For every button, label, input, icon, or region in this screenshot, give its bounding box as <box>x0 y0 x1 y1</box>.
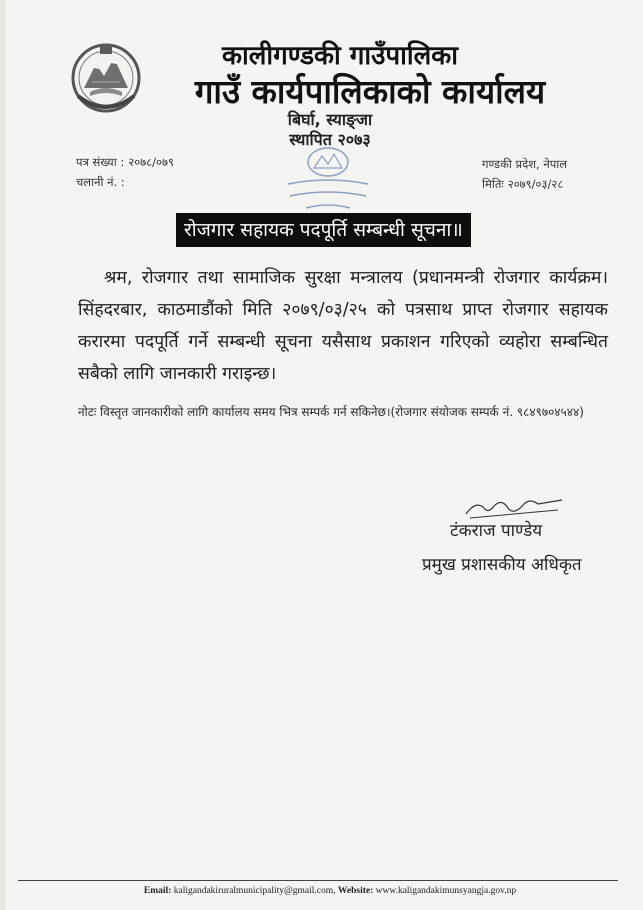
municipality-name: कालीगण्डकी गाउँपालिका <box>222 41 458 71</box>
notice-body-paragraph: श्रम, रोजगार तथा सामाजिक सुरक्षा मन्त्रालय (प्रधानमन्त्री रोजगार कार्यक्रम। सिंहदरबार, काठमाडौंको मिति २०७९/०३/२५ को पत्रसाथ प्राप्त रोजगार सहायक करारमा पदपूर्ति गर्ने सम्बन्धी सूचना यसैसाथ प्रकाशन गरिएको व्यहोरा सम्बन्धित सबैको लागि जानकारी गराइन्छ। <box>78 268 608 384</box>
website-url: www.kaligandakimunsyangja.gov.np <box>375 886 517 896</box>
letter-number-value: २०७८/०७९ <box>128 155 174 169</box>
date-value: २०७९/०३/२८ <box>507 177 564 191</box>
footer-divider <box>18 880 618 881</box>
website-label: Website: <box>337 886 374 896</box>
letter-number-label: पत्र संख्या : <box>76 155 125 169</box>
letter-location-date <box>482 154 567 194</box>
email-label: Email: <box>143 886 172 896</box>
province-label: गण्डकी प्रदेश, नेपाल <box>482 157 568 171</box>
scan-edge <box>0 0 6 910</box>
notice-subject: रोजगार सहायक पदपूर्ति सम्बन्धी सूचना॥ <box>176 213 471 247</box>
letter-reference <box>76 152 174 192</box>
contact-note: नोटः विस्तृत जानकारीको लागि कार्यालय समय भित्र सम्पर्क गर्न सकिनेछ।(रोजगार संयोजक सम्पर्क नं. ९८४९७०४५४४) <box>78 405 584 419</box>
office-stamp-icon <box>280 140 376 220</box>
dispatch-number-label: चलानी नं. : <box>76 175 125 189</box>
signatory-title: प्रमुख प्रशासकीय अधिकृत <box>422 555 582 575</box>
office-name: गाउँ कार्यपालिकाको कार्यालय <box>194 72 546 111</box>
email-address: kaligandakiruralmunicipality@gmail.com, <box>173 886 336 896</box>
established-year: स्थापित २०७३ <box>289 130 371 149</box>
notice-body <box>78 262 608 390</box>
date-label: मितिः <box>482 177 504 191</box>
nepal-emblem-icon <box>70 38 142 116</box>
office-address: बिर्घा, स्याङ्जा <box>287 110 373 129</box>
signatory-name: टंकराज पाण्डेय <box>450 521 543 541</box>
footer-contact <box>100 886 560 896</box>
